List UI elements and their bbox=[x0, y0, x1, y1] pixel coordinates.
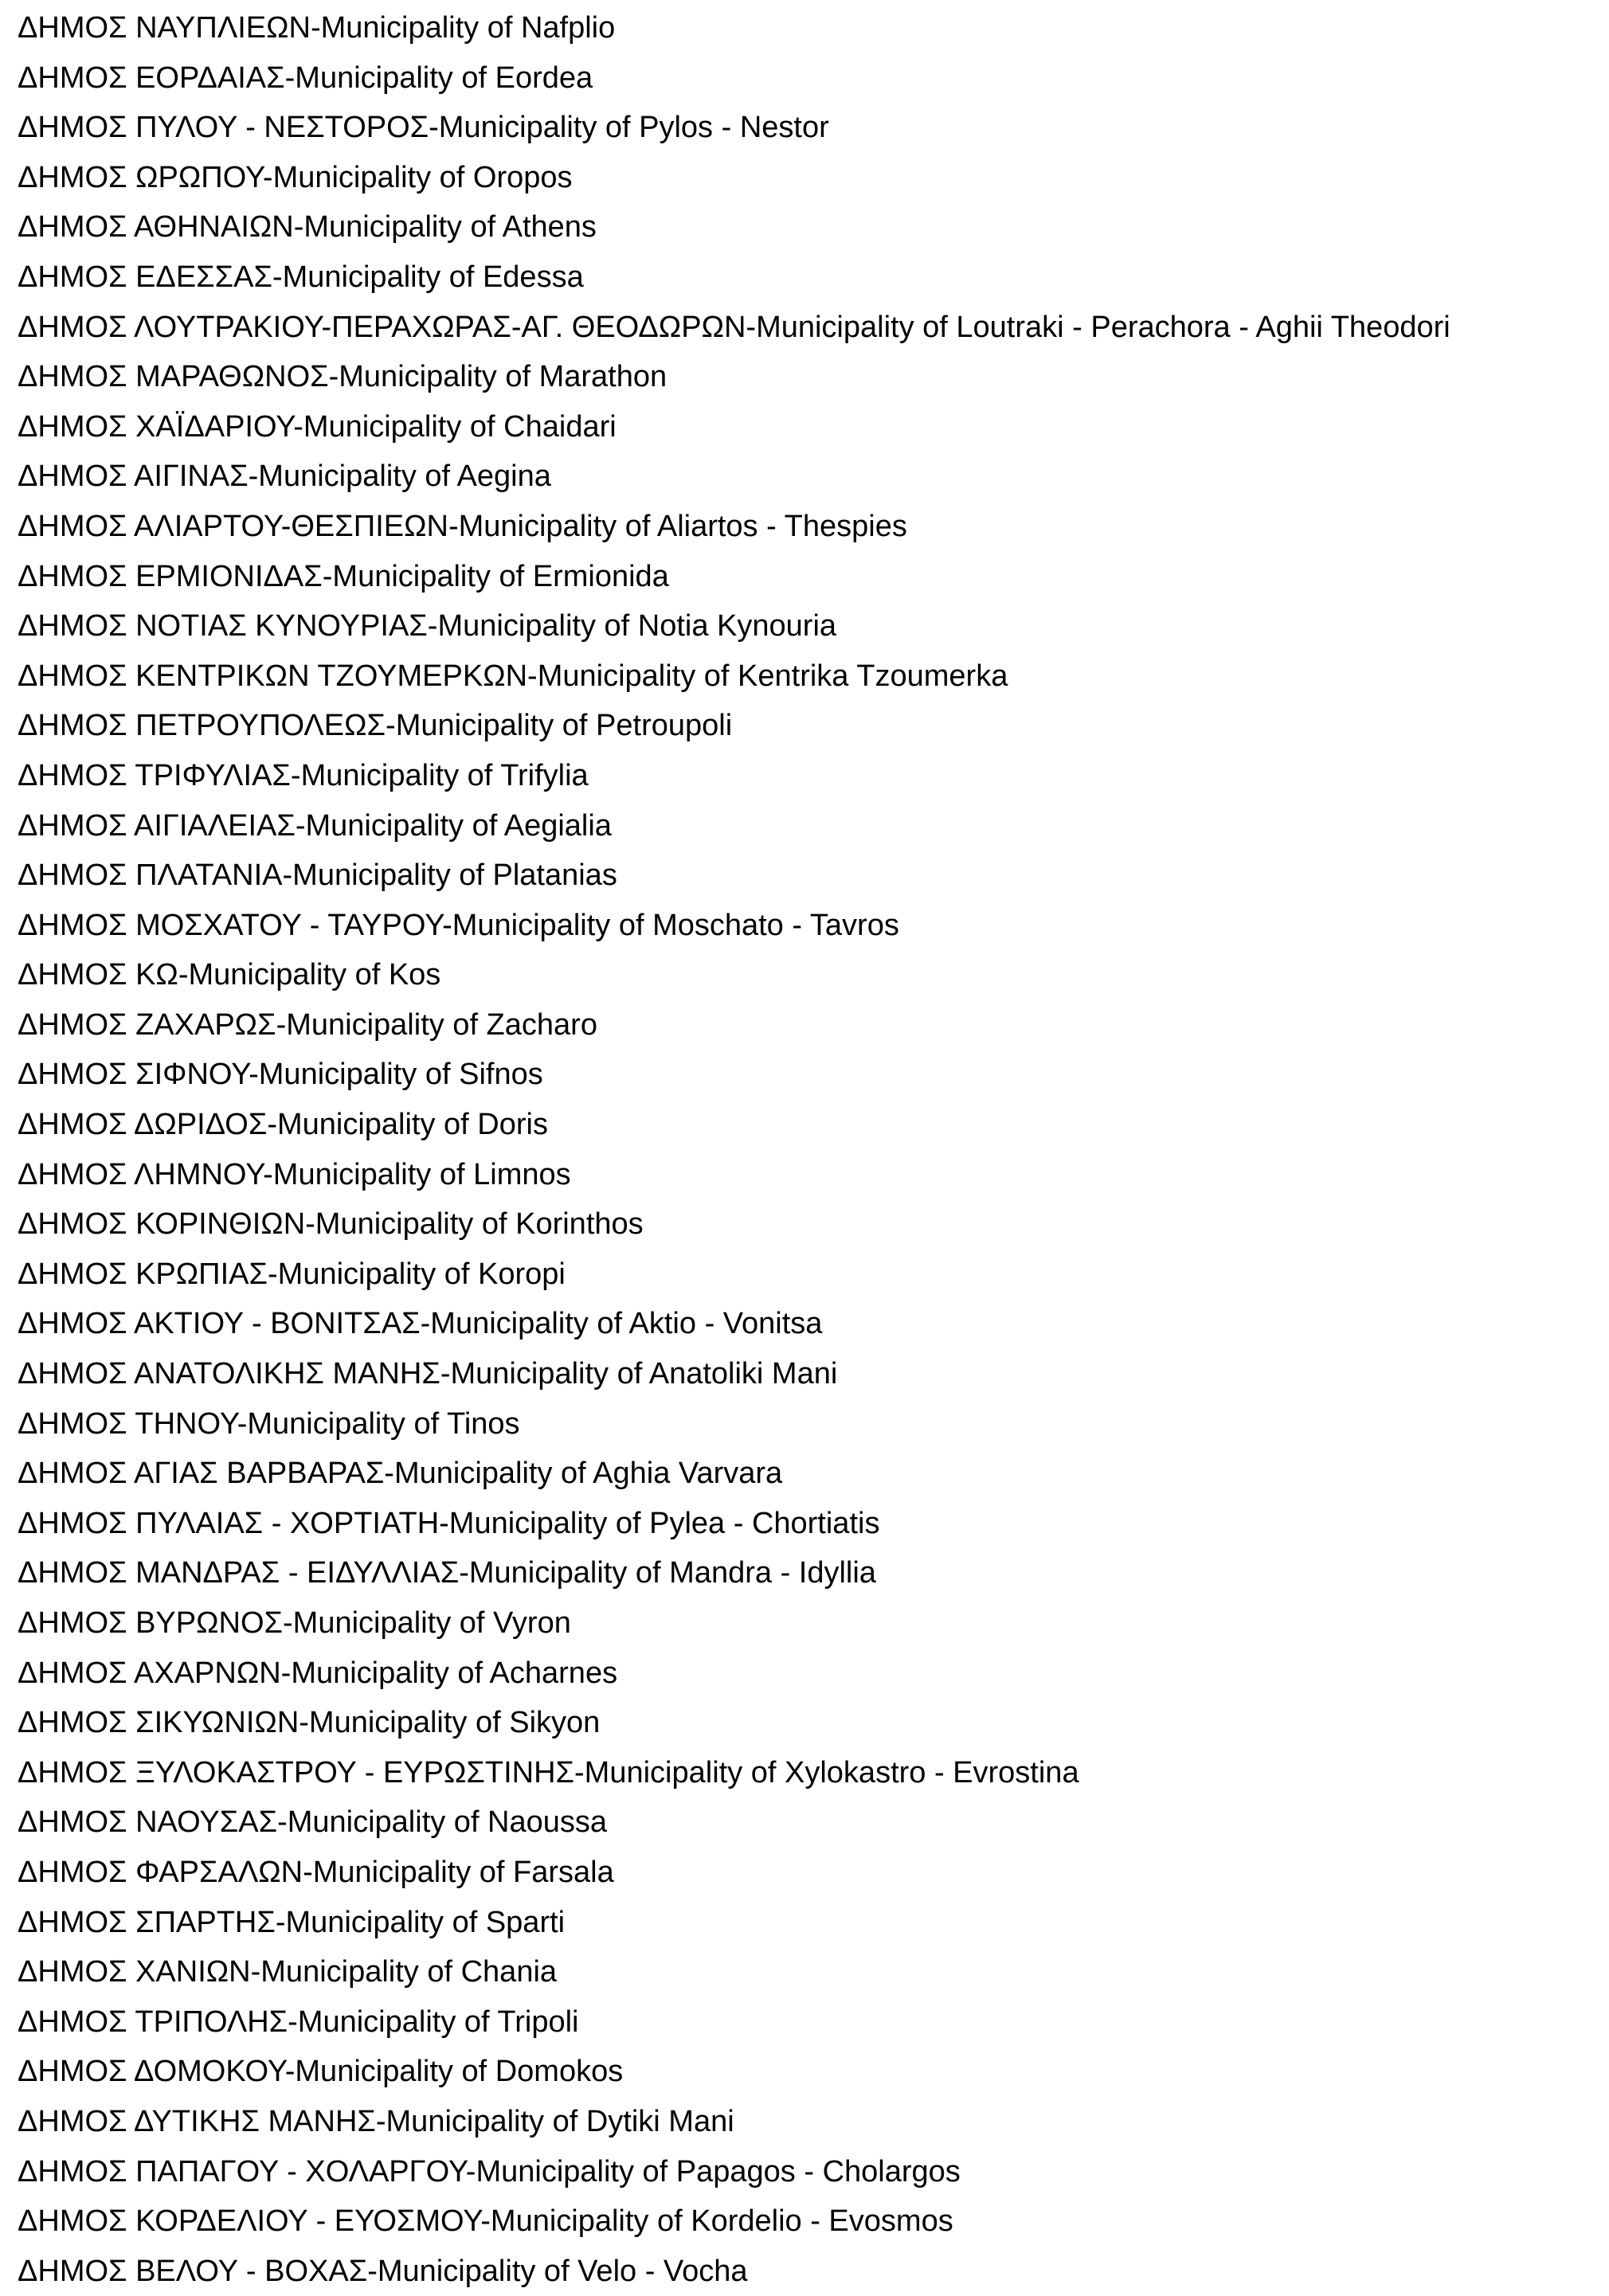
list-item: ΔΗΜΟΣ ΠΥΛΑΙΑΣ - ΧΟΡΤΙΑΤΗ-Municipality of Pylea - Chortiatis bbox=[18, 1506, 880, 1540]
list-item: ΔΗΜΟΣ ΑΘΗΝΑΙΩΝ-Municipality of Athens bbox=[18, 210, 597, 244]
list-item: ΔΗΜΟΣ ΠΕΤΡΟΥΠΟΛΕΩΣ-Municipality of Petroupoli bbox=[18, 709, 733, 743]
list-item: ΔΗΜΟΣ ΑΓΙΑΣ ΒΑΡΒΑΡΑΣ-Municipality of Aghia Varvara bbox=[18, 1457, 783, 1491]
list-item: ΔΗΜΟΣ ΧΑΪΔΑΡΙΟΥ-Municipality of Chaidari bbox=[18, 409, 617, 444]
list-item: ΔΗΜΟΣ ΒΥΡΩΝΟΣ-Municipality of Vyron bbox=[18, 1606, 571, 1640]
list-item: ΔΗΜΟΣ ΝΑΥΠΛΙΕΩΝ-Municipality of Nafplio bbox=[18, 11, 616, 45]
list-item: ΔΗΜΟΣ ΚΡΩΠΙΑΣ-Municipality of Koropi bbox=[18, 1257, 566, 1291]
list-item: ΔΗΜΟΣ ΑΙΓΙΑΛΕΙΑΣ-Municipality of Aegialia bbox=[18, 808, 612, 843]
list-item: ΔΗΜΟΣ ΦΑΡΣΑΛΩΝ-Municipality of Farsala bbox=[18, 1855, 614, 1889]
municipality-list bbox=[18, 3, 1603, 2296]
list-item: ΔΗΜΟΣ ΣΙΦΝΟΥ-Municipality of Sifnos bbox=[18, 1058, 543, 1092]
list-item: ΔΗΜΟΣ ΚΟΡΙΝΘΙΩΝ-Municipality of Korinthos bbox=[18, 1207, 644, 1242]
list-item: ΔΗΜΟΣ ΚΟΡΔΕΛΙΟΥ - ΕΥΟΣΜΟΥ-Municipality of Kordelio - Evosmos bbox=[18, 2204, 953, 2239]
list-item: ΔΗΜΟΣ ΣΙΚΥΩΝΙΩΝ-Municipality of Sikyon bbox=[18, 1706, 601, 1740]
list-item: ΔΗΜΟΣ ΜΑΝΔΡΑΣ - ΕΙΔΥΛΛΙΑΣ-Municipality of Mandra - Idyllia bbox=[18, 1556, 876, 1590]
list-item: ΔΗΜΟΣ ΕΟΡΔΑΙΑΣ-Municipality of Eordea bbox=[18, 61, 593, 95]
list-item: ΔΗΜΟΣ ΑΧΑΡΝΩΝ-Municipality of Acharnes bbox=[18, 1656, 618, 1690]
list-item: ΔΗΜΟΣ ΩΡΩΠΟΥ-Municipality of Oropos bbox=[18, 160, 573, 194]
list-item: ΔΗΜΟΣ ΕΔΕΣΣΑΣ-Municipality of Edessa bbox=[18, 260, 584, 294]
list-item: ΔΗΜΟΣ ΖΑΧΑΡΩΣ-Municipality of Zacharo bbox=[18, 1007, 597, 1042]
list-item: ΔΗΜΟΣ ΚΕΝΤΡΙΚΩΝ ΤΖΟΥΜΕΡΚΩΝ-Municipality of Kentrika Tzoumerka bbox=[18, 659, 1008, 693]
list-item: ΔΗΜΟΣ ΔΟΜΟΚΟΥ-Municipality of Domokos bbox=[18, 2055, 624, 2089]
list-item: ΔΗΜΟΣ ΤΗΝΟΥ-Municipality of Tinos bbox=[18, 1406, 520, 1441]
list-item: ΔΗΜΟΣ ΛΗΜΝΟΥ-Municipality of Limnos bbox=[18, 1157, 571, 1191]
list-item: ΔΗΜΟΣ ΠΛΑΤΑΝΙΑ-Municipality of Platanias bbox=[18, 859, 617, 893]
list-item: ΔΗΜΟΣ ΝΟΤΙΑΣ ΚΥΝΟΥΡΙΑΣ-Municipality of Notia Kynouria bbox=[18, 609, 837, 643]
list-item: ΔΗΜΟΣ ΔΩΡΙΔΟΣ-Municipality of Doris bbox=[18, 1108, 548, 1142]
list-item: ΔΗΜΟΣ ΚΩ-Municipality of Kos bbox=[18, 958, 441, 992]
list-item: ΔΗΜΟΣ ΧΑΝΙΩΝ-Municipality of Chania bbox=[18, 1955, 558, 1989]
list-item: ΔΗΜΟΣ ΑΛΙΑΡΤΟΥ-ΘΕΣΠΙΕΩΝ-Municipality of Aliartos - Thespies bbox=[18, 509, 907, 543]
list-item: ΔΗΜΟΣ ΔΥΤΙΚΗΣ ΜΑΝΗΣ-Municipality of Dytiki Mani bbox=[18, 2104, 734, 2138]
list-item: ΔΗΜΟΣ ΤΡΙΦΥΛΙΑΣ-Municipality of Trifylia bbox=[18, 758, 589, 792]
list-item: ΔΗΜΟΣ ΕΡΜΙΟΝΙΔΑΣ-Municipality of Ermionida bbox=[18, 559, 669, 593]
list-item: ΔΗΜΟΣ ΜΟΣΧΑΤΟΥ - ΤΑΥΡΟΥ-Municipality of Moschato - Tavros bbox=[18, 908, 899, 942]
list-item: ΔΗΜΟΣ ΑΚΤΙΟΥ - ΒΟΝΙΤΣΑΣ-Municipality of Aktio - Vonitsa bbox=[18, 1307, 823, 1341]
list-item: ΔΗΜΟΣ ΣΠΑΡΤΗΣ-Municipality of Sparti bbox=[18, 1905, 566, 1939]
list-item: ΔΗΜΟΣ ΜΑΡΑΘΩΝΟΣ-Municipality of Marathon bbox=[18, 360, 667, 394]
list-item: ΔΗΜΟΣ ΤΡΙΠΟΛΗΣ-Municipality of Tripoli bbox=[18, 2005, 579, 2039]
list-item: ΔΗΜΟΣ ΑΝΑΤΟΛΙΚΗΣ ΜΑΝΗΣ-Municipality of Anatoliki Mani bbox=[18, 1357, 838, 1391]
list-item: ΔΗΜΟΣ ΠΑΠΑΓΟΥ - ΧΟΛΑΡΓΟΥ-Municipality of Papagos - Cholargos bbox=[18, 2154, 961, 2188]
list-item: ΔΗΜΟΣ ΠΥΛΟΥ - ΝΕΣΤΟΡΟΣ-Municipality of Pylos - Nestor bbox=[18, 111, 829, 145]
list-item: ΔΗΜΟΣ ΛΟΥΤΡΑΚΙΟΥ-ΠΕΡΑΧΩΡΑΣ-ΑΓ. ΘΕΟΔΩΡΩΝ-Municipality of Loutraki - Perachora - Aghii Theodori bbox=[18, 310, 1450, 344]
list-item: ΔΗΜΟΣ ΒΕΛΟΥ - ΒΟΧΑΣ-Municipality of Velo - Vocha bbox=[18, 2254, 748, 2288]
list-item: ΔΗΜΟΣ ΝΑΟΥΣΑΣ-Municipality of Naoussa bbox=[18, 1805, 608, 1840]
list-item: ΔΗΜΟΣ ΑΙΓΙΝΑΣ-Municipality of Aegina bbox=[18, 460, 551, 494]
list-item: ΔΗΜΟΣ ΞΥΛΟΚΑΣΤΡΟΥ - ΕΥΡΩΣΤΙΝΗΣ-Municipality of Xylokastro - Evrostina bbox=[18, 1755, 1079, 1789]
